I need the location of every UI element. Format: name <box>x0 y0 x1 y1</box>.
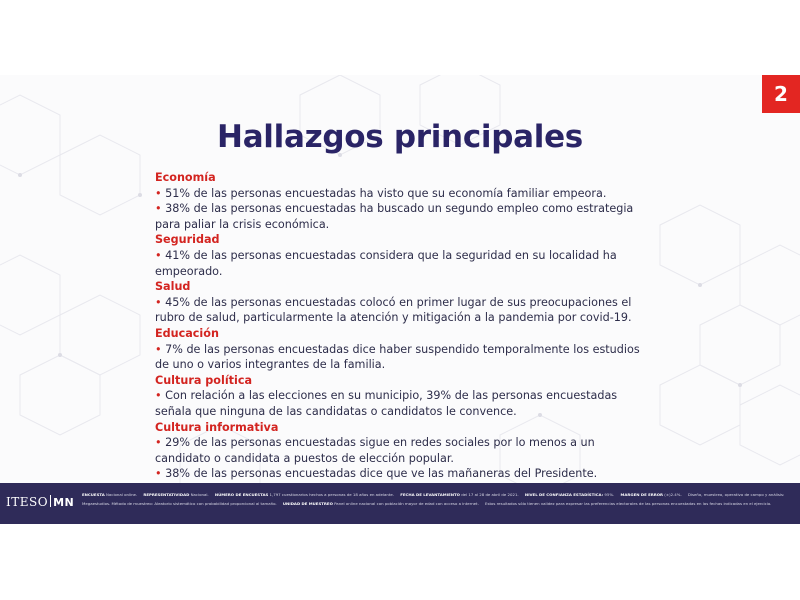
footer-value: Nacional online. <box>106 492 138 497</box>
bullet-marker: • <box>155 436 166 450</box>
bullet-text: para paliar la crisis económica. <box>155 217 330 231</box>
logo-iteso-text: ITESO <box>6 495 49 509</box>
findings-list <box>155 170 655 482</box>
footer-label: REPRESENTATIVIDAD <box>143 492 190 497</box>
bullet-line <box>155 295 655 311</box>
bullet-marker: • <box>155 342 166 356</box>
footer-label: NÚMERO DE ENCUESTAS <box>214 492 269 497</box>
footer-value: (±)2.4%. <box>664 492 682 497</box>
bullet-text: 41% de las personas encuestadas considera que la seguridad en su localidad ha <box>165 248 617 262</box>
footer-value: Megaestudios. Método de muestreo: Aleatorio sistemático con probabilidad proporcional al tamaño. <box>82 501 277 506</box>
section-title: Educación <box>155 326 219 340</box>
bullet-text: señala que ninguna de las candidatas o candidatos le convence. <box>155 404 517 418</box>
footer-bar <box>0 483 800 524</box>
section-4 <box>155 373 655 420</box>
bullet-line <box>155 451 655 467</box>
footer-value: 95%. <box>604 492 615 497</box>
bullet-marker: • <box>155 389 166 403</box>
slide-title: Hallazgos principales <box>217 119 583 155</box>
bullet-text: 38% de las personas encuestadas ha buscado un segundo empleo como estrategia <box>165 202 634 216</box>
footer-label: NIVEL DE CONFIANZA ESTADÍSTICA: <box>524 492 604 497</box>
footer-line-1 <box>82 490 794 499</box>
footer-label: ENCUESTA <box>82 492 105 497</box>
section-1 <box>155 232 655 279</box>
iteso-mn-logo <box>6 495 74 509</box>
bullet-marker: • <box>155 467 166 481</box>
footer-value: 1,797 cuestionarios hechos a personas de 18 años en adelante. <box>269 492 395 497</box>
footer-methodology-note <box>82 490 794 508</box>
bullet-line <box>155 435 655 451</box>
section-title: Cultura política <box>155 373 253 387</box>
section-2 <box>155 279 655 326</box>
bullet-marker: • <box>155 248 166 262</box>
logo-mn-text: MN <box>53 496 75 509</box>
bullet-marker: • <box>155 295 166 309</box>
bullet-line <box>155 186 655 202</box>
bullet-line <box>155 388 655 404</box>
bullet-text: empeorado. <box>155 264 223 278</box>
section-3 <box>155 326 655 373</box>
section-title: Economía <box>155 171 216 184</box>
bullet-line <box>155 404 655 420</box>
section-title: Seguridad <box>155 233 220 247</box>
footer-value: Diseño, muestreo, operativo de campo y análisis: <box>687 492 785 497</box>
bullet-line <box>155 466 655 482</box>
bullet-marker: • <box>155 186 166 200</box>
page-number-badge: 2 <box>762 75 800 113</box>
footer-label: MARGEN DE ERROR <box>620 492 664 497</box>
bullet-text: 29% de las personas encuestadas sigue en redes sociales por lo menos a un <box>165 436 595 450</box>
bullet-text: 38% de las personas encuestadas dice que ve las mañaneras del Presidente. <box>165 467 598 481</box>
bullet-line <box>155 248 655 264</box>
logo-divider <box>50 495 51 507</box>
bullet-marker: • <box>155 202 166 216</box>
bullet-line <box>155 342 655 358</box>
footer-label: FECHA DE LEVANTAMIENTO <box>400 492 460 497</box>
section-5 <box>155 420 655 482</box>
bullet-line <box>155 264 655 280</box>
bullet-line <box>155 217 655 233</box>
section-title: Salud <box>155 280 191 294</box>
bullet-text: 45% de las personas encuestadas colocó en primer lugar de sus preocupaciones el <box>165 295 632 309</box>
bullet-text: candidato o candidata a puestos de elección popular. <box>155 451 454 465</box>
bullet-line <box>155 357 655 373</box>
bullet-text: 7% de las personas encuestadas dice haber suspendido temporalmente los estudios <box>165 342 640 356</box>
slide <box>0 75 800 524</box>
footer-value: del 17 al 28 de abril de 2021. <box>461 492 519 497</box>
section-title: Cultura informativa <box>155 420 279 434</box>
bullet-text: Con relación a las elecciones en su municipio, 39% de las personas encuestadas <box>165 389 618 403</box>
bullet-text: rubro de salud, particularmente la atención y mitigación a la pandemia por covid-19. <box>155 311 632 325</box>
bullet-line <box>155 201 655 217</box>
footer-label: UNIDAD DE MUESTREO <box>282 501 333 506</box>
bullet-line <box>155 310 655 326</box>
footer-line-2 <box>82 499 794 508</box>
footer-value: Estos resultados sólo tienen validez para expresar las preferencias electorales de las personas encuestadas en las fechas indicadas en el ejercicio. <box>485 501 772 506</box>
bullet-text: 51% de las personas encuestadas ha visto que su economía familiar empeora. <box>165 186 607 200</box>
footer-value: Panel online nacional con población mayor de edad con acceso a internet. <box>334 501 479 506</box>
footer-value: Nacional. <box>190 492 209 497</box>
bullet-text: de uno o varios integrantes de la familia. <box>155 358 386 372</box>
section-0 <box>155 170 655 232</box>
